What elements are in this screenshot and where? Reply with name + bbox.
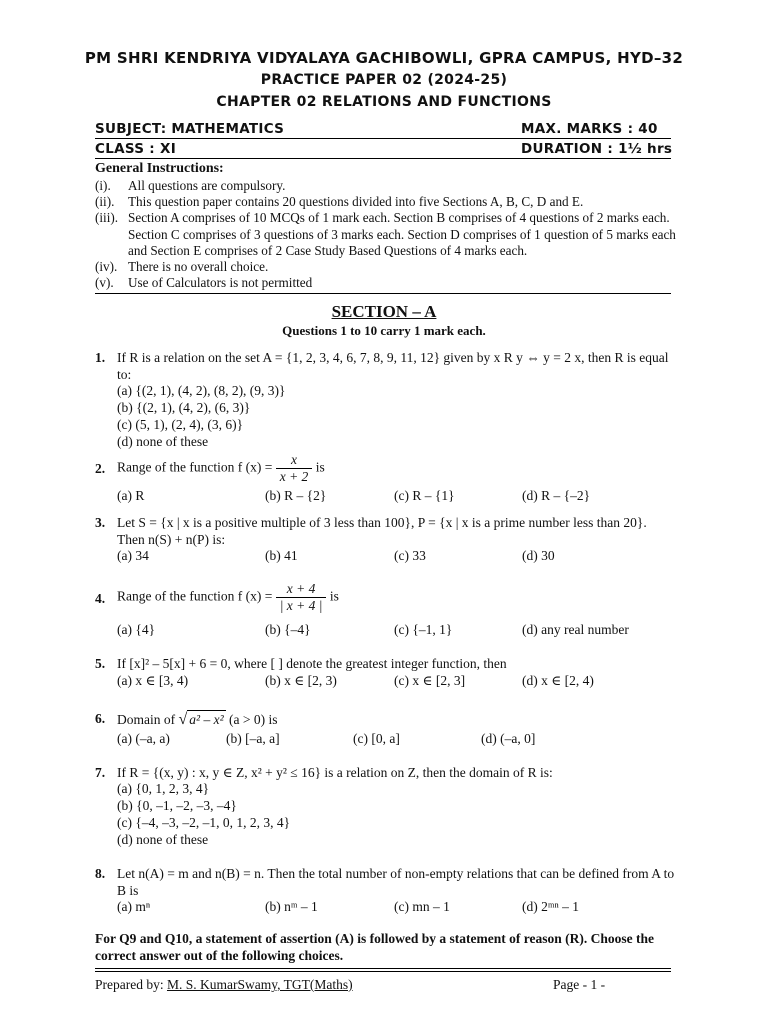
instruction-text: This question paper contains 20 questions divided into five Sections A, B, C, D and E. xyxy=(128,194,584,209)
option-a: (a) mⁿ xyxy=(117,899,151,914)
option-a: (a) R xyxy=(117,488,145,503)
question-text: Let S = {x | x is a positive multiple of 3 less than 100}, P = {x | x is a prime number less than 20}. Then n(S) + n(P) is: xyxy=(117,515,647,547)
option-d: (d) R – {–2} xyxy=(522,488,591,503)
fraction-numerator: x xyxy=(276,452,313,469)
instruction-text: All questions are compulsory. xyxy=(128,178,286,193)
option-c: (c) [0, a] xyxy=(353,731,400,746)
fraction xyxy=(276,581,327,614)
question-number: 7. xyxy=(95,765,106,780)
option-c: (c) x ∈ [2, 3] xyxy=(394,673,466,688)
option-b: (b) {–4} xyxy=(265,622,311,637)
question-number: 3. xyxy=(95,515,106,530)
school-name: PM SHRI KENDRIYA VIDYALAYA GACHIBOWLI, GPRA CAMPUS, HYD–32 xyxy=(84,49,684,67)
option-d: (d) none of these xyxy=(117,434,209,449)
question-number: 8. xyxy=(95,866,106,881)
instruction-text: Use of Calculators is not permitted xyxy=(128,275,313,290)
class-label: CLASS : XI xyxy=(95,141,177,157)
question-number: 5. xyxy=(95,656,106,671)
question-number: 2. xyxy=(95,461,106,476)
option-b: (b) R – {2} xyxy=(265,488,327,503)
option-c: (c) mn – 1 xyxy=(394,899,450,914)
option-b: (b) x ∈ [2, 3) xyxy=(265,673,337,688)
option-a: (a) {(2, 1), (4, 2), (8, 2), (9, 3)} xyxy=(117,383,286,398)
instruction-number: (ii). xyxy=(95,194,115,209)
option-d: (d) x ∈ [2, 4) xyxy=(522,673,594,688)
question-8 xyxy=(95,865,675,901)
question-7 xyxy=(95,764,675,782)
instructions-divider xyxy=(95,293,671,294)
radicand: a² – x² xyxy=(189,712,224,727)
question-2 xyxy=(95,452,675,488)
section-subtitle: Questions 1 to 10 carry 1 mark each. xyxy=(282,323,486,338)
instruction-number: (iv). xyxy=(95,259,118,274)
option-d: (d) 30 xyxy=(522,548,555,563)
question-text: Range of the function f (x) = xyxy=(117,459,273,475)
page-number: Page - 1 - xyxy=(553,977,606,992)
question-text: If R = {(x, y) : x, y ∈ Z, x² + y² ≤ 16} is a relation on Z, then the domain of R is: xyxy=(117,765,553,780)
question-text: If [x]² – 5[x] + 6 = 0, where [ ] denote the greatest integer function, then xyxy=(117,656,507,671)
footer-divider xyxy=(95,968,671,969)
chapter-title: CHAPTER 02 RELATIONS AND FUNCTIONS xyxy=(216,94,552,110)
fraction xyxy=(276,452,313,485)
option-c: (c) (5, 1), (2, 4), (3, 6)} xyxy=(117,417,244,432)
prepared-label: Prepared by: xyxy=(95,977,164,992)
header-divider xyxy=(95,138,671,139)
option-d: (d) 2ᵐⁿ – 1 xyxy=(522,899,579,914)
option-c: (c) R – {1} xyxy=(394,488,455,503)
option-d: (d) (–a, 0] xyxy=(481,731,536,746)
instruction-item xyxy=(95,194,675,210)
instruction-item xyxy=(95,178,675,194)
author-name: M. S. KumarSwamy, TGT(Maths) xyxy=(166,977,353,992)
question-5 xyxy=(95,655,675,673)
option-b: (b) 41 xyxy=(265,548,298,563)
footer-divider-2 xyxy=(95,971,671,972)
question-text-tail: is xyxy=(329,588,339,604)
prepared-by xyxy=(95,977,353,993)
instruction-item xyxy=(95,275,675,291)
instructions-title: General Instructions: xyxy=(95,161,224,176)
instruction-number: (v). xyxy=(95,275,114,290)
question-text: Range of the function f (x) = xyxy=(117,588,273,604)
sqrt-icon: √ xyxy=(178,711,188,728)
question-text: If R is a relation on the set A = {1, 2, 3, 4, 6, 7, 8, 9, 11, 12} given by x R y ⇔ y = 2 x, then R is equal to: xyxy=(117,350,669,382)
section-title: SECTION – A xyxy=(331,302,437,321)
paper-title: PRACTICE PAPER 02 (2024-25) xyxy=(260,72,508,88)
fraction-numerator: x + 4 xyxy=(276,581,327,598)
header-divider-2 xyxy=(95,158,671,159)
option-b: (b) {0, –1, –2, –3, –4} xyxy=(117,798,237,813)
option-a: (a) x ∈ [3, 4) xyxy=(117,673,189,688)
max-marks-label: MAX. MARKS : 40 xyxy=(521,121,658,137)
option-b: (b) {(2, 1), (4, 2), (6, 3)} xyxy=(117,400,251,415)
option-d: (d) none of these xyxy=(117,832,209,847)
option-a: (a) {0, 1, 2, 3, 4} xyxy=(117,781,210,796)
option-a: (a) {4} xyxy=(117,622,156,637)
option-c: (c) {–4, –3, –2, –1, 0, 1, 2, 3, 4} xyxy=(117,815,291,830)
duration-label: DURATION : 1½ hrs xyxy=(521,141,673,157)
question-number: 6. xyxy=(95,711,106,726)
instruction-text: Section A comprises of 10 MCQs of 1 mark each. Section B comprises of 4 questions of 2 marks each. Section C comprises of 3 questions of 3 marks each. Section D comprises of 1 question of 5 marks each and Section E comprises of 2 Case Study Based Questions of 4 marks each. xyxy=(128,210,676,258)
instruction-item xyxy=(95,210,675,260)
fraction-denominator: x + 2 xyxy=(279,469,309,484)
question-text-tail: is xyxy=(315,459,325,475)
question-6 xyxy=(95,710,675,730)
question-4 xyxy=(95,581,675,617)
option-c: (c) {–1, 1} xyxy=(394,622,453,637)
question-text-tail: (a > 0) is xyxy=(229,712,278,727)
question-number: 4. xyxy=(95,591,106,606)
option-b: (b) [–a, a] xyxy=(226,731,280,746)
option-b: (b) nᵐ – 1 xyxy=(265,899,318,914)
question-text: Let n(A) = m and n(B) = n. Then the total number of non-empty relations that can be defined from A to B is xyxy=(117,866,675,898)
instruction-number: (iii). xyxy=(95,210,119,225)
option-a: (a) (–a, a) xyxy=(117,731,170,746)
option-a: (a) 34 xyxy=(117,548,149,563)
question-1 xyxy=(95,349,675,385)
instruction-number: (i). xyxy=(95,178,111,193)
option-c: (c) 33 xyxy=(394,548,426,563)
question-3 xyxy=(95,514,675,550)
question-number: 1. xyxy=(95,350,106,365)
instruction-item xyxy=(95,259,675,275)
fraction-denominator: | x + 4 | xyxy=(279,598,323,613)
assertion-reason-note: For Q9 and Q10, a statement of assertion (A) is followed by a statement of reason (R). Choose the correct answer out of the following choices. xyxy=(95,931,654,963)
option-d: (d) any real number xyxy=(522,622,629,637)
question-text: Domain of xyxy=(117,712,176,727)
instruction-text: There is no overall choice. xyxy=(128,259,269,274)
subject-label: SUBJECT: MATHEMATICS xyxy=(95,121,285,137)
